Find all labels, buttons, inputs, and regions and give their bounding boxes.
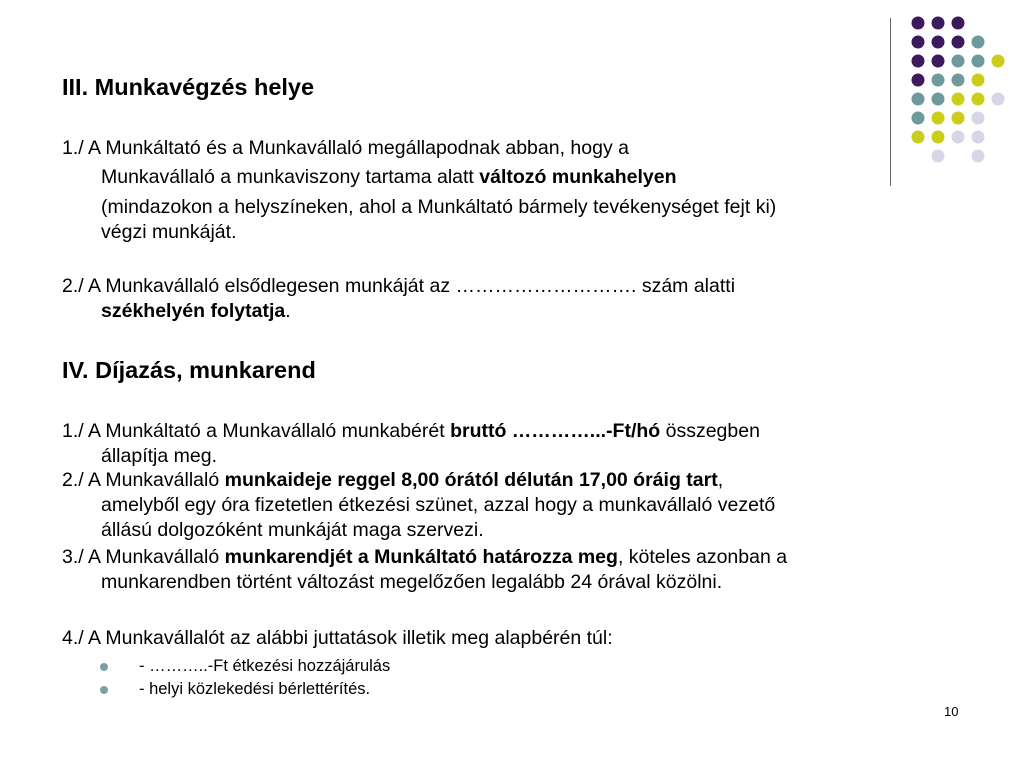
- paragraph-line: amelyből egy óra fizetetlen étkezési szünet, azzal hogy a munkavállaló vezető: [101, 494, 776, 516]
- section-3-paragraph-1: [62, 136, 962, 245]
- decorative-dot: [932, 36, 945, 49]
- benefits-list: [96, 655, 796, 701]
- paragraph-line: munkarendben történt változást megelőzően legalább 24 órával közölni.: [101, 571, 723, 593]
- decorative-dot: [952, 17, 965, 30]
- section-4-paragraph-2: [62, 468, 962, 543]
- text-run: 3./ A Munkavállaló: [62, 546, 225, 568]
- paragraph-line: [62, 165, 962, 190]
- list-item: [96, 678, 796, 701]
- decorative-dot: [912, 55, 925, 68]
- decorative-dot: [952, 93, 965, 106]
- section-4-paragraph-4: [62, 626, 962, 651]
- decorative-dot: [972, 131, 985, 144]
- list-item-text: - ………..-Ft étkezési hozzájárulás: [139, 657, 391, 675]
- decorative-dot: [972, 93, 985, 106]
- text-run: , köteles azonban a: [617, 546, 788, 568]
- bold-text-run: bruttó …………...-Ft/hó: [450, 420, 661, 442]
- text-run: .: [285, 300, 291, 322]
- decorative-dot: [912, 74, 925, 87]
- bold-text-run: munkarendjét a Munkáltató határozza meg: [224, 546, 618, 568]
- paragraph-line: [62, 545, 962, 570]
- bold-text-run: változó munkahelyen: [479, 166, 677, 188]
- decorative-dot: [972, 150, 985, 163]
- section-4-paragraph-1: [62, 419, 962, 469]
- text-run: összegben: [660, 420, 760, 442]
- paragraph-line: 2./ A Munkavállaló elsődlegesen munkáját az ………………………. szám alatti: [62, 275, 736, 297]
- decorative-dot: [992, 93, 1005, 106]
- decorative-dot: [932, 55, 945, 68]
- paragraph-line: [62, 299, 962, 324]
- decorative-dot: [992, 55, 1005, 68]
- paragraph-line: állású dolgozóként munkáját maga szervezi.: [101, 519, 484, 541]
- decorative-dot: [932, 74, 945, 87]
- decorative-dot: [952, 36, 965, 49]
- decorative-dot: [952, 55, 965, 68]
- decorative-dot: [912, 17, 925, 30]
- paragraph-line: végzi munkáját.: [101, 221, 237, 243]
- decorative-dot: [912, 36, 925, 49]
- decorative-dot: [912, 93, 925, 106]
- paragraph-line: 4./ A Munkavállalót az alábbi juttatások illetik meg alapbérén túl:: [62, 627, 613, 649]
- bullet-icon: [100, 663, 108, 671]
- bold-text-run: munkaideje reggel 8,00 órától délután 17,00 óráig tart: [224, 469, 718, 491]
- paragraph-line: állapítja meg.: [101, 445, 217, 467]
- bullet-icon: [100, 686, 108, 694]
- list-item-text: - helyi közlekedési bérlettérítés.: [139, 680, 371, 698]
- decorative-dot: [972, 36, 985, 49]
- decorative-dot: [912, 112, 925, 125]
- decorative-dot: [972, 112, 985, 125]
- text-run: 2./ A Munkavállaló: [62, 469, 225, 491]
- paragraph-line: (mindazokon a helyszíneken, ahol a Munkáltató bármely tevékenységet fejt ki): [101, 196, 777, 218]
- decorative-dot: [932, 112, 945, 125]
- decorative-dot: [972, 55, 985, 68]
- bold-text-run: székhelyén folytatja: [101, 300, 286, 322]
- text-run: 1./ A Munkáltató a Munkavállaló munkabérét: [62, 420, 451, 442]
- section-4-paragraph-3: [62, 545, 962, 595]
- paragraph-line: [62, 468, 962, 493]
- section-4-heading: IV. Díjazás, munkarend: [62, 357, 316, 383]
- decorative-dot: [932, 93, 945, 106]
- paragraph-line: 1./ A Munkáltató és a Munkavállaló megállapodnak abban, hogy a: [62, 137, 629, 159]
- section-3-heading: III. Munkavégzés helye: [62, 74, 315, 100]
- paragraph-line: [62, 419, 962, 444]
- decorative-dot: [952, 112, 965, 125]
- decorative-dot: [972, 74, 985, 87]
- decorative-dot: [952, 74, 965, 87]
- section-3-paragraph-2: [62, 274, 962, 324]
- page-number: 10: [944, 704, 959, 719]
- list-item: [96, 655, 796, 678]
- decorative-dot: [932, 17, 945, 30]
- text-run: ,: [717, 469, 724, 491]
- text-run: Munkavállaló a munkaviszony tartama alatt: [101, 166, 480, 188]
